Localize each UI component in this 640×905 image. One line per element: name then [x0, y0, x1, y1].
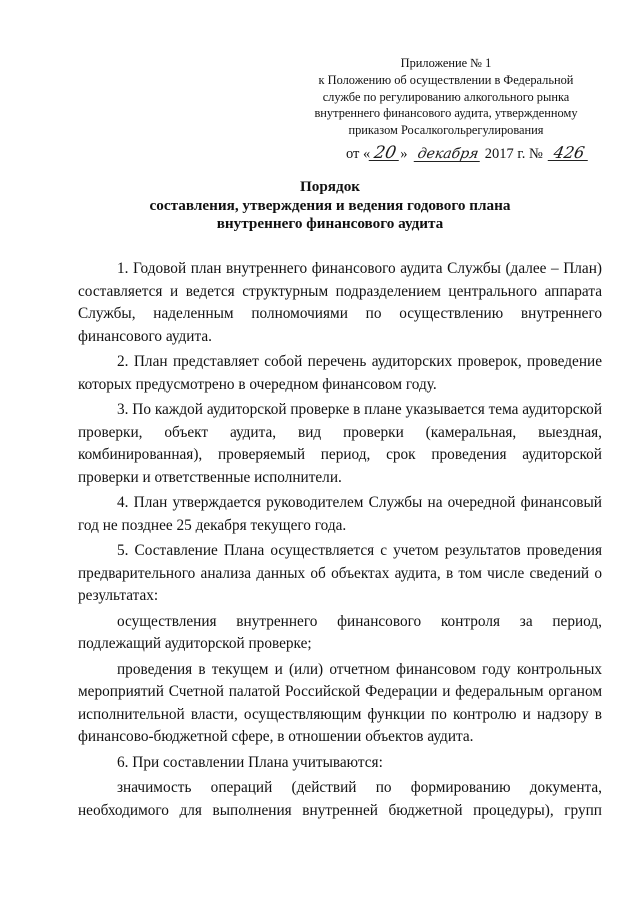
document-body — [78, 258, 602, 825]
title-line: составления, утверждения и ведения годового плана — [149, 196, 511, 214]
appendix-line: приказом Росалкогольрегулирования — [348, 123, 544, 138]
title-line: Порядок — [299, 178, 361, 195]
order-mid: » — [400, 146, 412, 162]
title-line: внутреннего финансового аудита — [216, 215, 444, 232]
handwritten-day: 20 — [369, 146, 402, 161]
paragraph: 2. План представляет собой перечень аудиторских проверок, проведение которых предусмотрено в очередном финансовом году. — [78, 353, 602, 393]
paragraph: 4. План утверждается руководителем Службы на очередной финансовый год не позднее 25 декабря текущего года. — [78, 494, 602, 534]
paragraph: 1. Годовой план внутреннего финансового аудита Службы (далее – План) составляется и ведется структурным подразделением центрального аппарата Службы, наделенным полномочиями по осуществлению внутреннего финансового аудита. — [78, 260, 602, 345]
order-date-number — [346, 143, 606, 163]
appendix-line: Приложение № 1 — [400, 56, 492, 70]
handwritten-month: декабря — [414, 147, 483, 162]
appendix-line: к Положению об осуществлении в Федеральной — [318, 72, 574, 87]
document-title — [80, 178, 580, 234]
paragraph: проведения в текущем и (или) отчетном финансовом году контрольных мероприятий Счетной палатой Российской Федерации и федеральным органом исполнительной власти, осуществляющим функции по контролю и надзору в финансово-бюджетной сфере, в отношении объектов аудита. — [78, 660, 602, 745]
paragraph: 3. По каждой аудиторской проверке в плане указывается тема аудиторской проверки, объект аудита, вид проверки (камеральная, выездная, комбинированная), проверяемый период, срок проведения аудиторской проверки и ответственные исполнители. — [78, 401, 603, 486]
paragraph: значимость операций (действий по формированию документа, необходимого для выполнения внутренней бюджетной процедуры), групп — [78, 779, 602, 819]
paragraph: 5. Составление Плана осуществляется с учетом результатов проведения предварительного анализа данных об объектах аудита, в том числе сведений о результатах: — [78, 542, 602, 604]
paragraph: 6. При составлении Плана учитываются: — [117, 753, 383, 771]
appendix-header — [296, 55, 596, 139]
paragraph: осуществления внутреннего финансового контроля за период, подлежащий аудиторской проверке; — [78, 612, 602, 652]
appendix-line: службе по регулированию алкогольного рынка — [322, 89, 570, 104]
order-prefix: от « — [346, 146, 371, 162]
order-year: 2017 г. № — [481, 146, 547, 162]
appendix-line: внутреннего финансового аудита, утвержденному — [314, 106, 578, 121]
handwritten-order-number: 426 — [548, 146, 591, 161]
